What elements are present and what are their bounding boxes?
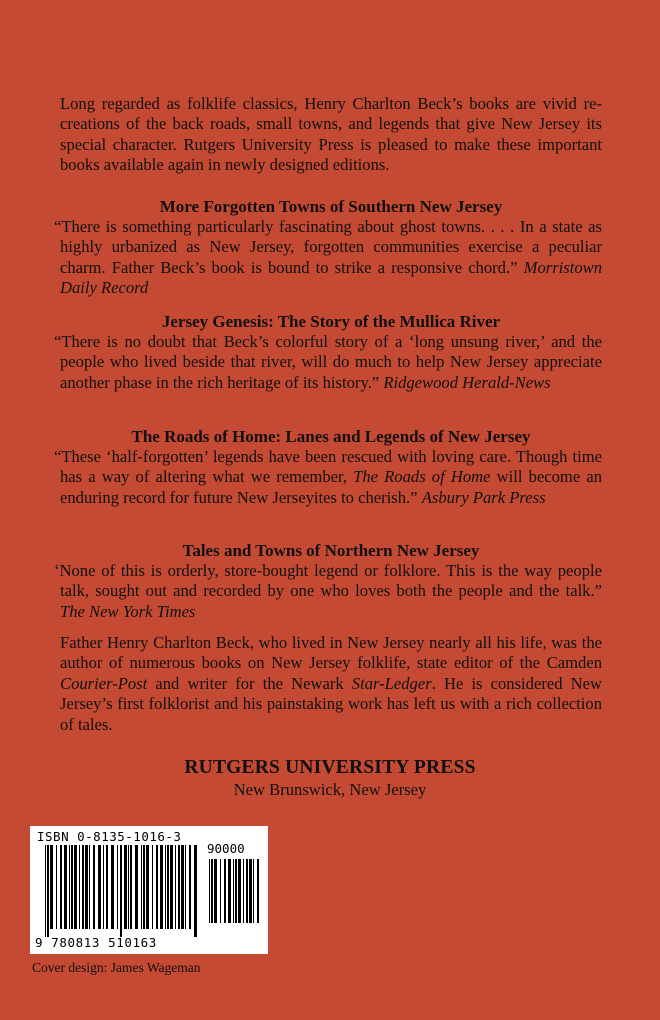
barcode-bar — [135, 845, 138, 929]
barcode-bar — [238, 859, 241, 923]
book-entry — [54, 311, 602, 393]
review-quote-title: The Roads of Home — [353, 467, 491, 487]
barcode-bar — [224, 859, 226, 923]
bio-text: Father Henry Charlton Beck, who lived in New Jersey nearly all his life, was the author of numerous books on New Jersey folklife, state editor of the Camden — [60, 633, 602, 673]
barcode-bar — [143, 845, 145, 929]
barcode-bar — [89, 845, 90, 929]
barcode-bar — [85, 845, 88, 929]
barcode-bar — [141, 845, 142, 929]
barcode-bar — [211, 859, 213, 923]
book-title: Jersey Genesis: The Story of the Mullica River — [161, 312, 501, 331]
author-bio — [60, 633, 602, 735]
barcode-bar — [79, 845, 80, 929]
review-quote: will become an enduring record for future New Jerseyites to cherish.” — [60, 467, 602, 507]
barcode-bar — [117, 845, 118, 929]
review-source: The New York Times — [60, 601, 196, 621]
barcode-bar — [257, 859, 259, 923]
barcode-bar — [209, 859, 210, 923]
barcode-bar — [82, 845, 84, 929]
book-title: More Forgotten Towns of Southern New Jersey — [159, 197, 503, 216]
barcode-bar — [235, 859, 237, 923]
review-quote: ‘None of this is orderly, store-bought legend or folklore. This is the way people talk, sought out and recorded by one who loves both the people and the talk.” — [54, 561, 602, 601]
price-code: 90000 — [207, 841, 245, 856]
barcode-bar — [170, 845, 173, 929]
bio-newspaper: Star-Ledger — [351, 673, 432, 693]
barcode-bar — [98, 845, 101, 929]
book-review — [54, 447, 602, 508]
publisher-location: New Brunswick, New Jersey — [233, 780, 427, 799]
bio-text: . He is considered New Jersey’s first folklorist and his painstaking work has left us with a rich collection of tales. — [60, 673, 602, 734]
barcode-bar — [128, 845, 129, 929]
review-source: Asbury Park Press — [421, 487, 546, 507]
barcode-bar — [233, 859, 234, 923]
barcode-bar — [156, 845, 158, 929]
barcode-bar — [243, 859, 244, 923]
barcode-bar — [167, 845, 169, 929]
intro-paragraph: Long regarded as folklife classics, Henry Charlton Beck’s books are vivid re-creations of the back roads, small towns, and legends that give New Jersey its special character. Rutgers University Press is pleased to make these important books available again in newly designed editions. — [60, 94, 602, 175]
book-title: The Roads of Home: Lanes and Legends of New Jersey — [131, 427, 531, 446]
barcode-bar — [228, 859, 231, 923]
book-review — [54, 561, 602, 622]
barcode-bar — [93, 845, 95, 929]
bio-text: and writer for the Newark — [147, 673, 352, 693]
barcode-bar — [185, 845, 186, 929]
book-entry — [54, 426, 602, 508]
barcode-bar — [106, 845, 108, 929]
barcode-bar — [103, 845, 104, 929]
review-quote: “There is something particularly fascinating about ghost towns. . . . In a state as highly urbanized as New Jersey, forgotten communities exercise a peculiar charm. Father Beck’s book is bound to strike a responsive chord.” — [54, 217, 602, 277]
barcode-bar — [47, 845, 49, 937]
isbn-barcode — [30, 826, 268, 954]
barcode-bar — [165, 845, 166, 929]
barcode-bar — [60, 845, 62, 929]
barcode-bar — [56, 845, 57, 929]
barcode-bars — [45, 845, 197, 937]
book-review — [54, 332, 602, 393]
barcode-bar — [120, 845, 122, 937]
review-source: Ridgewood Herald-News — [383, 372, 551, 392]
barcode-bar — [152, 845, 153, 929]
isbn-label: ISBN 0-8135-1016-3 — [37, 829, 182, 844]
book-entry — [54, 540, 602, 622]
book-title: Tales and Towns of Northern New Jersey — [182, 541, 480, 560]
book-entry — [54, 196, 602, 299]
barcode-bar — [249, 859, 252, 923]
review-source: Morristown Daily Record — [60, 257, 602, 298]
publisher-name: RUTGERS UNIVERSITY PRESS — [184, 757, 476, 778]
barcode-bar — [194, 845, 197, 937]
barcode-bar — [178, 845, 180, 929]
barcode-bar — [71, 845, 73, 929]
barcode-bar — [246, 859, 248, 923]
barcode-bar — [160, 845, 163, 929]
barcode-bar — [50, 845, 53, 929]
review-quote: “There is no doubt that Beck’s colorful story of a ‘long unsung river,’ and the people who lived beside that river, will do much to help New Jersey appreciate another phase in the rich heritage of its history.” — [54, 332, 602, 392]
barcode-bar — [124, 845, 127, 929]
barcode-bar — [130, 845, 132, 929]
barcode-bar — [69, 845, 70, 929]
ean-number: 9 780813 510163 — [35, 935, 157, 950]
book-review — [54, 217, 602, 299]
barcode-bar — [74, 845, 77, 929]
barcode-bar — [189, 845, 191, 929]
barcode-bar — [253, 859, 254, 923]
barcode-bar — [111, 845, 114, 929]
barcode-bar — [220, 859, 221, 923]
barcode-bar — [64, 845, 67, 929]
barcode-bar — [175, 845, 176, 929]
barcode-bar — [146, 845, 149, 929]
bio-newspaper: Courier-Post — [60, 673, 148, 693]
barcode-bar — [181, 845, 184, 929]
addon-barcode-bars — [209, 859, 261, 931]
barcode-bar — [45, 845, 46, 937]
cover-credit: Cover design: James Wageman — [32, 960, 201, 975]
review-quote: “These ‘half-forgotten’ legends have been rescued with loving care. Though time has a way of altering what we remember, — [54, 447, 602, 487]
barcode-bar — [214, 859, 217, 923]
